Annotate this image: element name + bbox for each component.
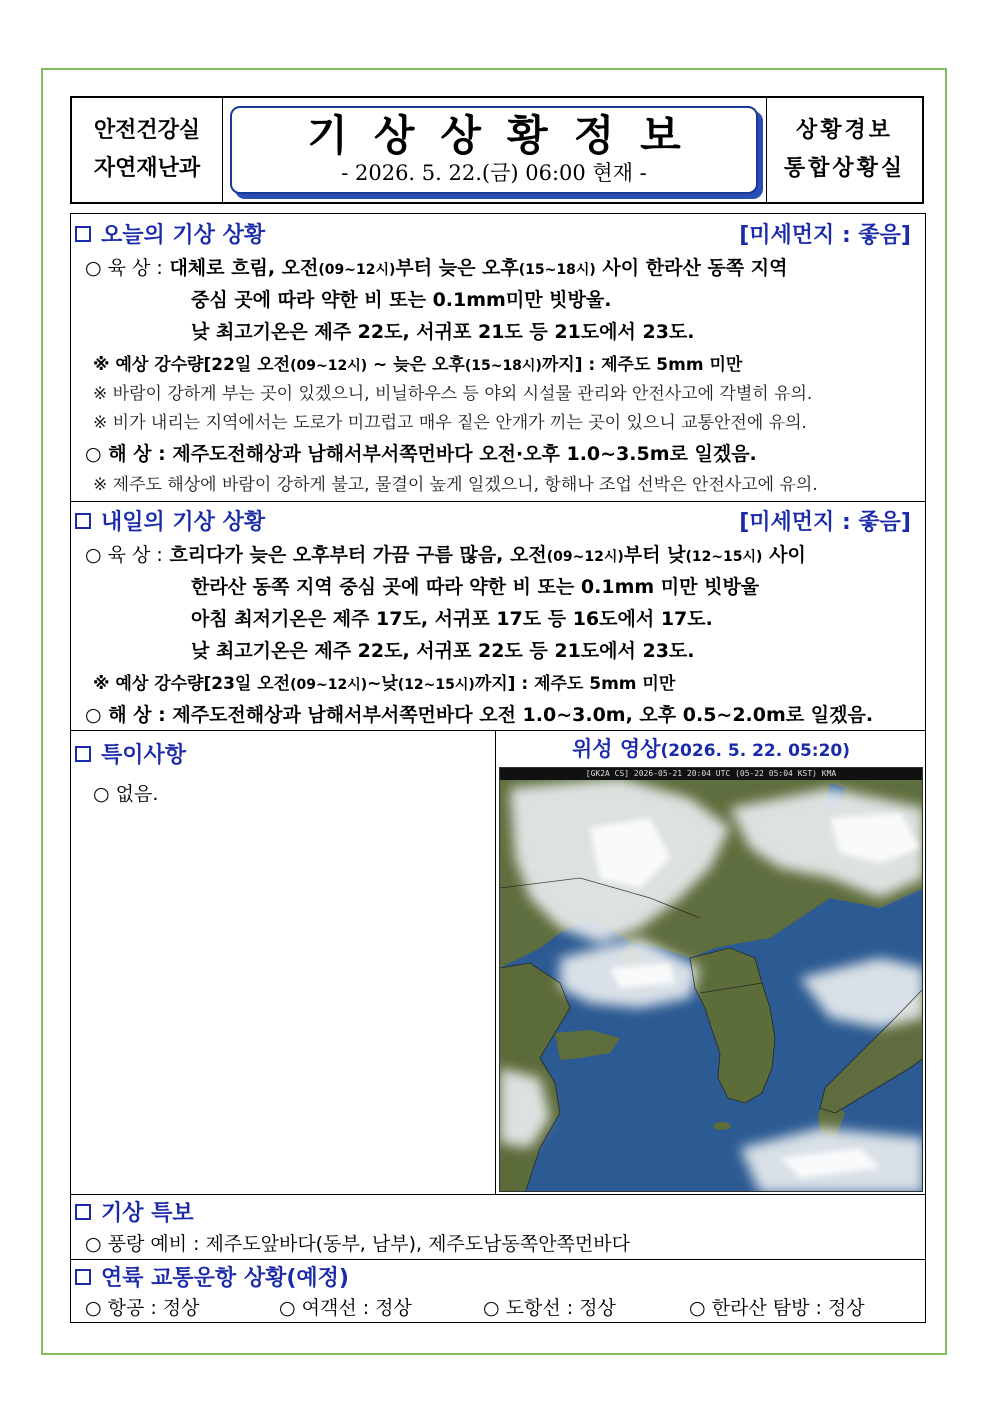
today-land-line3: 낮 최고기온은 제주 22도, 서귀포 21도 등 21도에서 23도. <box>191 321 695 343</box>
today-road-note: ※ 비가 내리는 지역에서는 도로가 미끄럽고 매우 짙은 안개가 끼는 곳이 있으니 교통안전에 유의. <box>93 413 807 433</box>
tomorrow-rain-note <box>93 673 675 696</box>
satellite-image <box>499 767 923 1192</box>
special-heading <box>75 738 186 769</box>
transport-heading <box>75 1261 349 1292</box>
today-land-prefix: ○ 육 상 : <box>85 257 163 279</box>
today-dust: [미세먼지 : 좋음] <box>739 223 911 248</box>
header <box>70 96 924 204</box>
today-sea-note: ※ 제주도 해상에 바람이 강하게 불고, 물결이 높게 일겠으니, 항해나 조업 선박은 안전사고에 유의. <box>93 475 818 495</box>
tomorrow-land-time2: (12~15시) <box>685 549 763 565</box>
tomorrow-land-line1 <box>85 543 806 569</box>
tomorrow-land-line4: 낮 최고기온은 제주 22도, 서귀포 22도 등 21도에서 23도. <box>191 640 695 662</box>
department-line2: 자연재난과 <box>93 156 201 181</box>
tomorrow-land-text: 흐리다가 늦은 오후부터 가끔 구름 많음, 오전 <box>169 544 547 566</box>
satellite-time: (2026. 5. 22. 05:20) <box>660 741 851 761</box>
office-label <box>766 98 922 202</box>
today-rain-note-e: 까지] : 제주도 5mm 미만 <box>541 355 743 375</box>
warning-heading <box>75 1196 194 1227</box>
warning-item: ○ 풍랑 예비 : 제주도앞바다(동부, 남부), 제주도남동쪽안쪽먼바다 <box>85 1233 630 1255</box>
today-rain-note-b: (09~12시) <box>290 358 368 374</box>
transport-heading-text: 연륙 교통운항 상황(예정) <box>101 1266 349 1291</box>
tomorrow-rain-note-e: 까지] : 제주도 5mm 미만 <box>474 674 676 694</box>
office-line1: 상황경보 <box>795 118 893 143</box>
today-rain-note-d: (15~18시) <box>464 358 542 374</box>
divider <box>71 730 925 731</box>
today-heading-text: 오늘의 기상 상황 <box>101 223 266 248</box>
today-land-text2: 부터 늦은 오후 <box>395 257 519 279</box>
tomorrow-land-text3: 사이 <box>769 544 806 566</box>
divider <box>71 1194 925 1195</box>
transport-air: ○ 항공 : 정상 <box>85 1297 200 1319</box>
report-datetime: - 2026. 5. 22.(금) 06:00 현재 - <box>341 161 647 185</box>
checkbox-square-icon <box>75 746 91 762</box>
checkbox-square-icon <box>75 1204 91 1220</box>
department-label <box>72 98 223 202</box>
today-land-line1 <box>85 256 787 282</box>
tomorrow-land-text2: 부터 낮 <box>623 544 686 566</box>
today-rain-note-c: ~ 늦은 오후 <box>373 355 465 375</box>
today-land-line2: 중심 곳에 따라 약한 비 또는 0.1mm미만 빗방울. <box>191 289 612 311</box>
transport-island-ferry: ○ 도항선 : 정상 <box>483 1297 616 1319</box>
tomorrow-land-time1: (09~12시) <box>546 549 624 565</box>
today-land-time2: (15~18시) <box>518 262 596 278</box>
tomorrow-heading-text: 내일의 기상 상황 <box>101 510 266 535</box>
tomorrow-land-line3: 아침 최저기온은 제주 17도, 서귀포 17도 등 16도에서 17도. <box>191 608 713 630</box>
office-line2: 통합상황실 <box>783 156 906 181</box>
transport-ferry: ○ 여객선 : 정상 <box>279 1297 412 1319</box>
today-heading <box>75 218 265 249</box>
today-rain-note <box>93 354 742 377</box>
department-line1: 안전건강실 <box>93 118 201 143</box>
tomorrow-rain-note-c: ~낮 <box>367 674 398 694</box>
special-item: ○ 없음. <box>93 783 159 805</box>
divider-vertical <box>495 730 496 1194</box>
tomorrow-land-prefix: ○ 육 상 : <box>85 544 163 566</box>
warning-heading-text: 기상 특보 <box>101 1201 194 1226</box>
checkbox-square-icon <box>75 1269 91 1285</box>
tomorrow-rain-note-d: (12~15시) <box>397 677 475 693</box>
satellite-title-text: 위성 영상 <box>571 737 661 761</box>
satellite-title <box>497 733 925 763</box>
tomorrow-land-line2: 한라산 동쪽 지역 중심 곳에 따라 약한 비 또는 0.1mm 미만 빗방울 <box>191 576 760 598</box>
today-rain-note-a: ※ 예상 강수량[22일 오전 <box>93 355 291 375</box>
today-land-time1: (09~12시) <box>318 262 396 278</box>
today-land-text: 대체로 흐림, 오전 <box>169 257 319 279</box>
divider <box>71 1259 925 1260</box>
today-land-text3: 사이 한라산 동쪽 지역 <box>602 257 788 279</box>
report-body <box>70 213 926 1323</box>
satellite-caption: [GK2A CS] 2026-05-21 20:04 UTC (05-22 05:04 KST) KMA <box>500 768 922 780</box>
divider <box>71 501 925 502</box>
title-box <box>230 106 758 194</box>
special-heading-text: 특이사항 <box>101 743 187 768</box>
today-sea-line: ○ 해 상 : 제주도전해상과 남해서부서쪽먼바다 오전·오후 1.0~3.5m로 일겠음. <box>85 443 757 465</box>
tomorrow-heading <box>75 505 265 536</box>
satellite-map-graphic <box>500 768 923 1192</box>
tomorrow-dust: [미세먼지 : 좋음] <box>739 510 911 535</box>
tomorrow-sea-line: ○ 해 상 : 제주도전해상과 남해서부서쪽먼바다 오전 1.0~3.0m, 오후 0.5~2.0m로 일겠음. <box>85 704 874 726</box>
transport-hallasan: ○ 한라산 탐방 : 정상 <box>689 1297 865 1319</box>
checkbox-square-icon <box>75 513 91 529</box>
checkbox-square-icon <box>75 226 91 242</box>
today-wind-note: ※ 바람이 강하게 부는 곳이 있겠으니, 비닐하우스 등 야외 시설물 관리와 안전사고에 각별히 유의. <box>93 384 813 404</box>
tomorrow-rain-note-a: ※ 예상 강수량[23일 오전 <box>93 674 291 694</box>
page-title: 기상상황정보 <box>307 111 707 160</box>
tomorrow-rain-note-b: (09~12시) <box>290 677 368 693</box>
